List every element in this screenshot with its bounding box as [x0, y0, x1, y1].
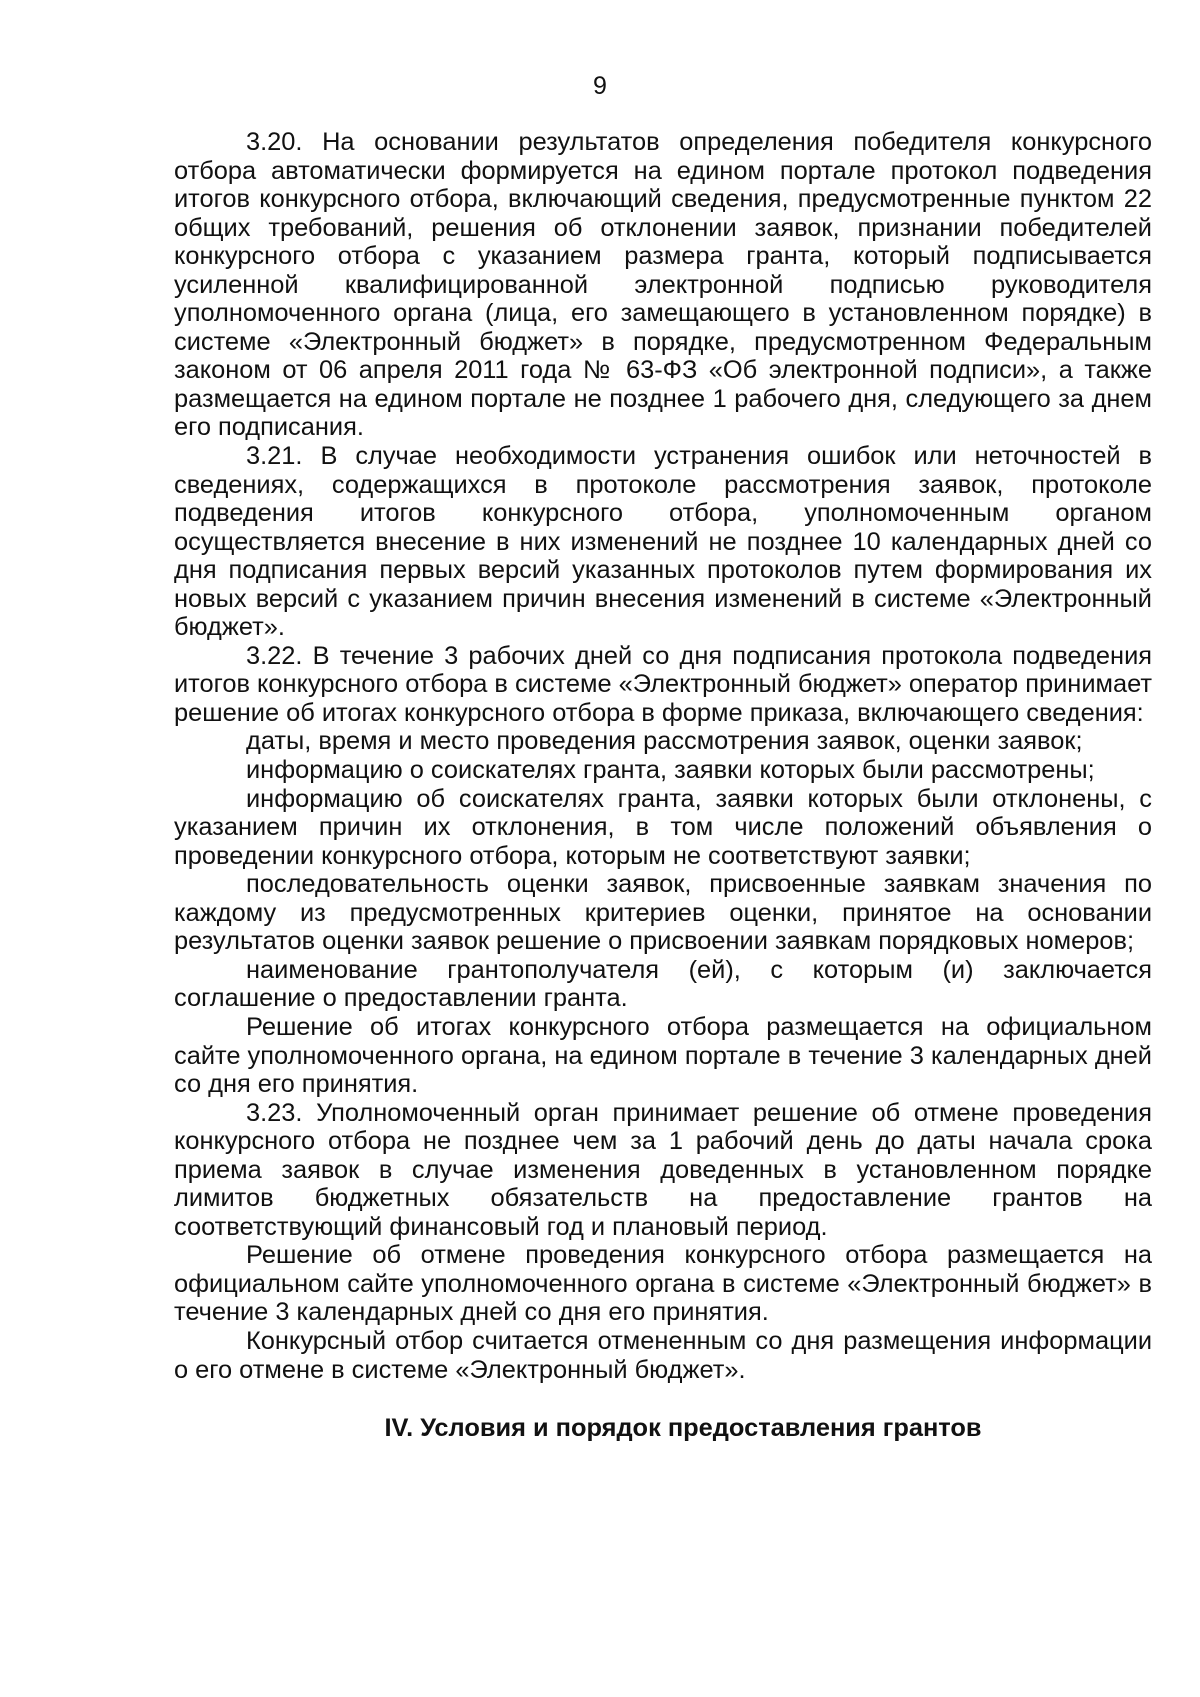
paragraph-3-20: 3.20. На основании результатов определения победителя конкурсного отбора автоматически формируется на едином портале протокол подведения итогов конкурсного отбора, включающий сведения, предусмотренные пунктом 22 общих требований, решения об отклонении заявок, признании победителей конкурсного отбора с указанием размера гранта, который подписывается усиленной квалифицированной электронной подписью руководителя уполномоченного органа (лица, его замещающего в установленном порядке) в системе «Электронный бюджет» в порядке, предусмотренном Федеральным законом от 06 апреля 2011 года № 63-ФЗ «Об электронной подписи», а также размещается на едином портале не позднее 1 рабочего дня, следующего за днем его подписания.	[174, 128, 1152, 442]
paragraph-3-21: 3.21. В случае необходимости устранения ошибок или неточностей в сведениях, содержащихся в протоколе рассмотрения заявок, протоколе подведения итогов конкурсного отбора, уполномоченным органом осуществляется внесение в них изменений не позднее 10 календарных дней со дня подписания первых версий указанных протоколов путем формирования их новых версий с указанием причин внесения изменений в системе «Электронный бюджет».	[174, 442, 1152, 642]
page-number: 9	[593, 72, 607, 100]
list-item-reviewed-applicants: информацию о соискателях гранта, заявки которых были рассмотрены;	[246, 756, 1095, 785]
list-item-dates: даты, время и место проведения рассмотрения заявок, оценки заявок;	[246, 727, 1083, 756]
list-item-evaluation-sequence: последовательность оценки заявок, присвоенные заявкам значения по каждому из предусмотренных критериев оценки, принятое на основании результатов оценки заявок решение о присвоении заявкам порядковых номеров;	[174, 870, 1152, 956]
document-body	[174, 128, 1152, 1443]
paragraph-3-23: 3.23. Уполномоченный орган принимает решение об отмене проведения конкурсного отбора не позднее чем за 1 рабочий день до даты начала срока приема заявок в случае изменения доведенных в установленном порядке лимитов бюджетных обязательств на предоставление грантов на соответствующий финансовый год и плановый период.	[174, 1098, 1152, 1241]
paragraph-3-22: 3.22. В течение 3 рабочих дней со дня подписания протокола подведения итогов конкурсного отбора в системе «Электронный бюджет» оператор принимает решение об итогах конкурсного отбора в форме приказа, включающего сведения:	[174, 641, 1152, 727]
list-item-rejected-applicants: информацию об соискателях гранта, заявки которых были отклонены, с указанием причин их отклонения, в том числе положений объявления о проведении конкурсного отбора, которым не соответствуют заявки;	[174, 784, 1152, 870]
section-heading: IV. Условия и порядок предоставления грантов	[384, 1414, 982, 1443]
paragraph-results-publication: Решение об итогах конкурсного отбора размещается на официальном сайте уполномоченного органа, на едином портале в течение 3 календарных дней со дня его принятия.	[174, 1012, 1152, 1099]
paragraph-cancellation-effect: Конкурсный отбор считается отмененным со дня размещения информации о его отмене в системе «Электронный бюджет».	[174, 1326, 1152, 1384]
list-item-grantee-name: наименование грантополучателя (ей), с которым (и) заключается соглашение о предоставлении гранта.	[174, 955, 1152, 1013]
paragraph-cancellation-publication: Решение об отмене проведения конкурсного отбора размещается на официальном сайте уполномоченного органа в системе «Электронный бюджет» в течение 3 календарных дней со дня его принятия.	[174, 1241, 1152, 1327]
